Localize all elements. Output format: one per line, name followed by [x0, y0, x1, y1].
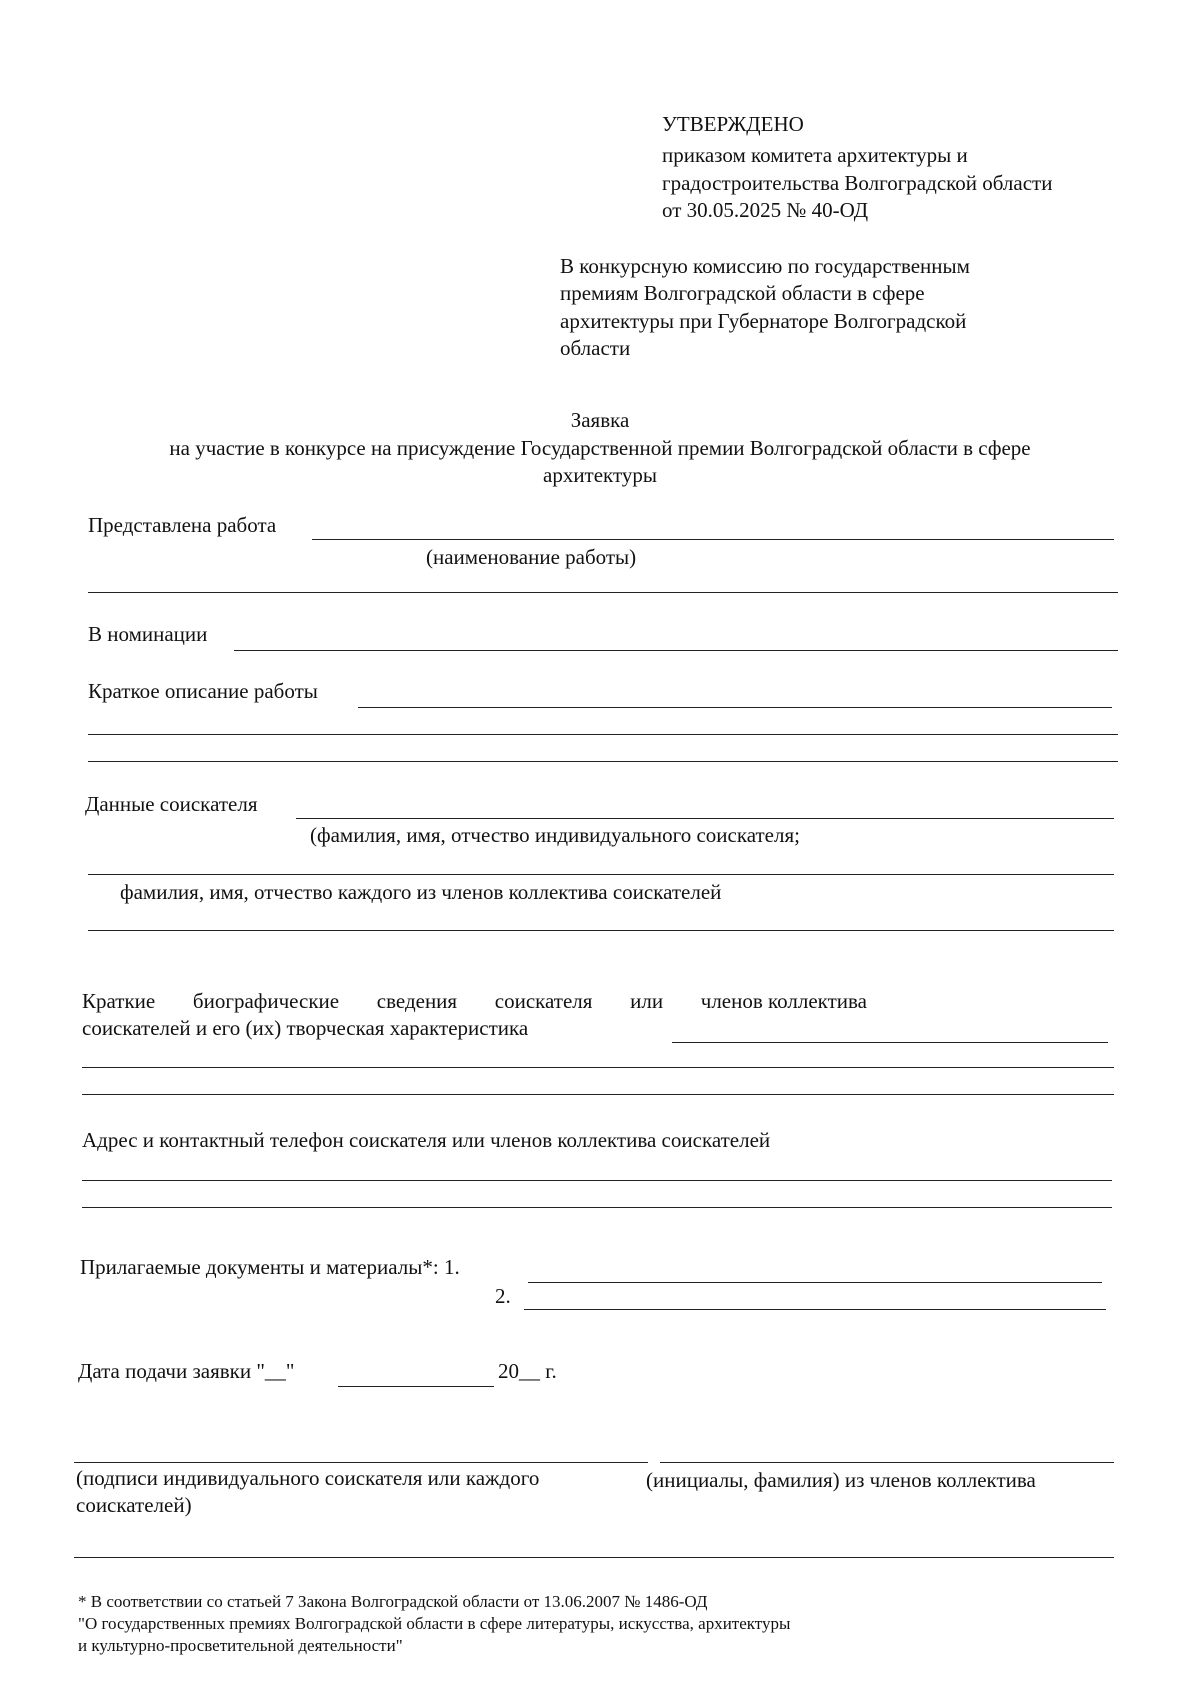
- bio-word-2: биографические: [192, 989, 340, 1013]
- application-subtitle-1: на участие в конкурсе на присуждение Государственной премии Волгоградской области в сфере: [169, 436, 1031, 460]
- bio-input-line[interactable]: [672, 1042, 1108, 1043]
- approval-title: УТВЕРЖДЕНО: [662, 112, 804, 136]
- applicant-input-line-3[interactable]: [88, 930, 1114, 931]
- description-input-line[interactable]: [358, 707, 1112, 708]
- bio-word-5: или: [630, 989, 664, 1013]
- addressee-line-1: В конкурсную комиссию по государственным: [560, 254, 970, 278]
- signature-bottom-line[interactable]: [74, 1557, 1114, 1558]
- applicant-input-line-2[interactable]: [88, 874, 1114, 875]
- bio-word-3: сведения: [376, 989, 458, 1013]
- bio-word-1: Краткие: [82, 989, 156, 1013]
- initials-hint: (инициалы, фамилия) из членов коллектива: [646, 1468, 1036, 1492]
- work-input-line[interactable]: [312, 539, 1114, 540]
- footnote-line-3: и культурно-просветительной деятельности": [78, 1636, 403, 1655]
- nomination-input-line[interactable]: [234, 650, 1118, 651]
- work-input-line-2[interactable]: [88, 592, 1118, 593]
- bio-label-line-2: соискателей и его (их) творческая характеристика: [82, 1016, 529, 1040]
- address-input-line[interactable]: [82, 1180, 1112, 1181]
- signature-hint-2: соискателей): [76, 1493, 192, 1517]
- docs-label: Прилагаемые документы и материалы*: 1.: [80, 1255, 460, 1279]
- docs-input-line-2[interactable]: [524, 1309, 1106, 1310]
- bio-input-line-2[interactable]: [82, 1067, 1114, 1068]
- signature-input-line[interactable]: [74, 1462, 648, 1463]
- description-input-line-2[interactable]: [88, 734, 1118, 735]
- applicant-hint-1: (фамилия, имя, отчество индивидуального соискателя;: [310, 823, 800, 847]
- footnote-line-2: "О государственных премиях Волгоградской области в сфере литературы, искусства, архитектуры: [78, 1614, 791, 1633]
- signature-hint-1: (подписи индивидуального соискателя или каждого: [76, 1466, 540, 1490]
- date-year: 20__ г.: [498, 1359, 557, 1383]
- work-label: Представлена работа: [88, 513, 277, 537]
- docs-number-2: 2.: [495, 1284, 511, 1308]
- docs-input-line-1[interactable]: [528, 1282, 1102, 1283]
- bio-input-line-3[interactable]: [82, 1094, 1114, 1095]
- addressee-line-2: премиям Волгоградской области в сфере: [560, 281, 925, 305]
- bio-word-6: членов коллектива: [700, 989, 867, 1013]
- applicant-label: Данные соискателя: [85, 792, 258, 816]
- work-hint: (наименование работы): [426, 545, 637, 569]
- footnote-line-1: * В соответствии со статьей 7 Закона Волгоградской области от 13.06.2007 № 1486-ОД: [78, 1592, 708, 1611]
- addressee-line-4: области: [560, 336, 631, 360]
- address-label: Адрес и контактный телефон соискателя или членов коллектива соискателей: [82, 1128, 771, 1152]
- bio-label-line-1: [82, 989, 867, 1014]
- application-title: Заявка: [570, 408, 630, 432]
- description-input-line-3[interactable]: [88, 761, 1118, 762]
- address-input-line-2[interactable]: [82, 1207, 1112, 1208]
- date-month-input-line[interactable]: [338, 1386, 494, 1387]
- initials-input-line[interactable]: [660, 1462, 1114, 1463]
- description-label: Краткое описание работы: [88, 679, 318, 703]
- applicant-hint-2: фамилия, имя, отчество каждого из членов коллектива соискателей: [120, 880, 722, 904]
- date-label: Дата подачи заявки "__": [78, 1359, 295, 1383]
- applicant-input-line[interactable]: [296, 818, 1114, 819]
- addressee-line-3: архитектуры при Губернаторе Волгоградской: [560, 309, 967, 333]
- bio-word-4: соискателя: [494, 989, 593, 1013]
- approval-line-2: градостроительства Волгоградской области: [662, 171, 1053, 195]
- nomination-label: В номинации: [88, 622, 208, 646]
- approval-line-3: от 30.05.2025 № 40-ОД: [662, 198, 869, 222]
- approval-line-1: приказом комитета архитектуры и: [662, 143, 968, 167]
- application-subtitle-2: архитектуры: [543, 463, 657, 487]
